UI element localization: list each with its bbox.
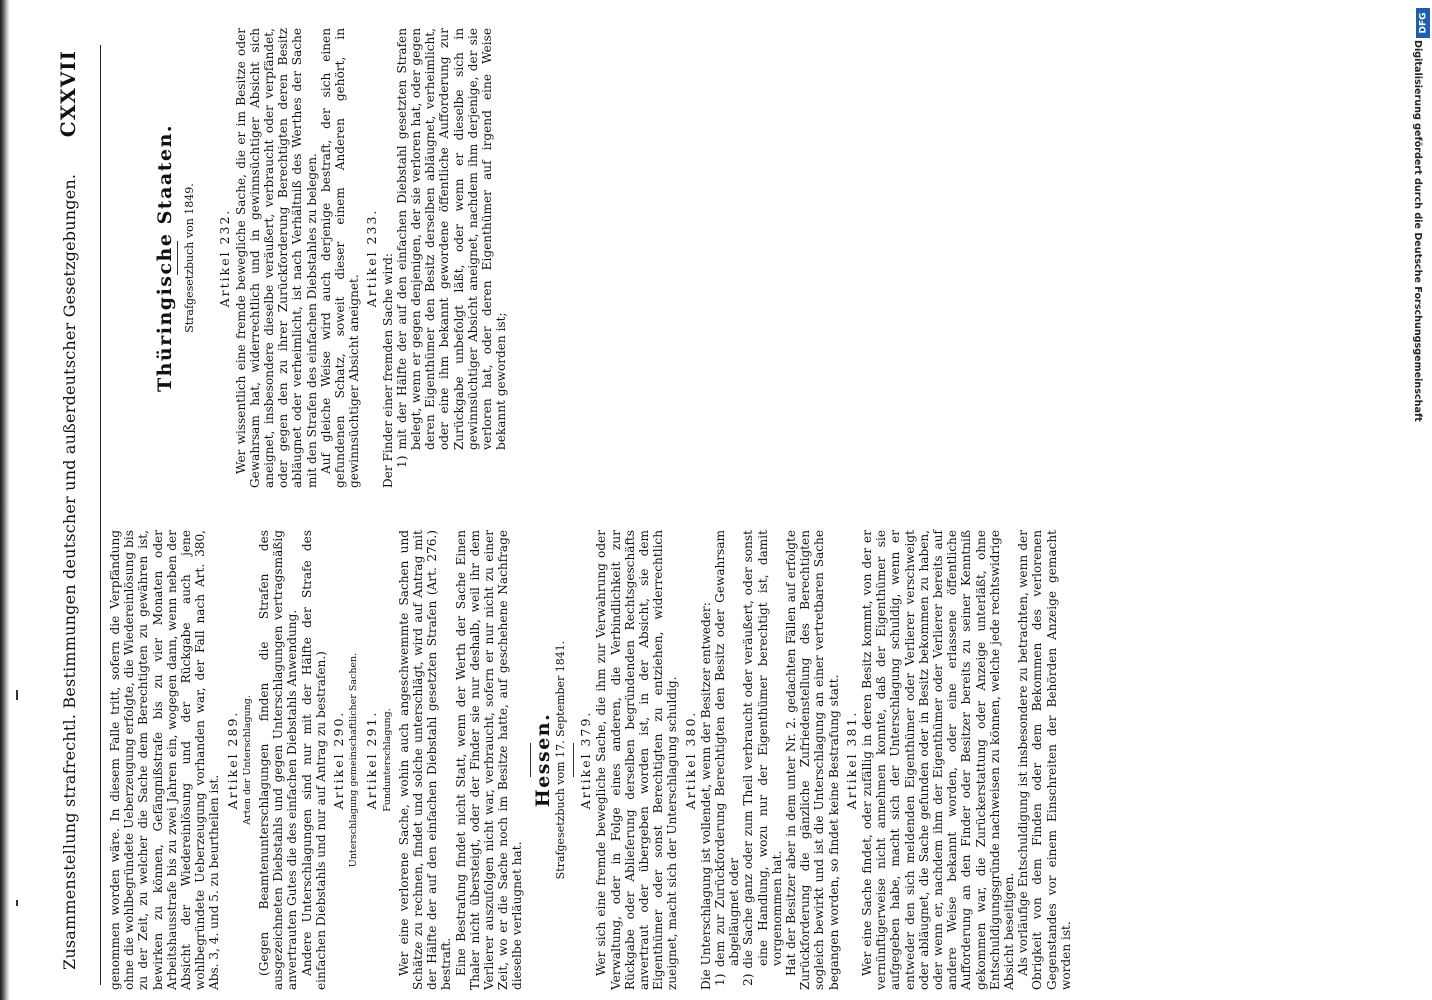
header-rule — [100, 45, 101, 985]
article-heading: Artikel 232. — [217, 208, 233, 308]
running-title: Zusammenstellung strafrechtl. Bestimmungen deutscher und außerdeutscher Gesetzgebungen. — [60, 173, 79, 970]
article-heading: Artikel 380. — [682, 710, 698, 810]
paragraph: Hat der Besitzer aber in dem unter Nr. 2. gedachten Fällen auf erfolgte Zurückforderung die gänzliche Zufriedenstellung des Berechtigten sogleich bewirkt und ist die Unterschlagung an einer vertretbaren Sache begangen worden, so findet keine Bestrafung statt. — [783, 530, 841, 990]
article-subheading: Unterschlagung gemeinschaftlicher Sachen. — [348, 652, 360, 868]
article-subheading: Fundunterschlagung. — [381, 708, 393, 812]
funding-note-text: Digitalisierung gefördert durch die Deutsche Forschungsgemeinschaft — [1412, 40, 1423, 422]
left-column — [108, 530, 1073, 990]
list-item: 1) mit der Hälfte der auf den einfachen Diebstahl gesetzten Strafen belegt, wenn er gegen denjenigen, der sie verloren hat, oder gegen deren Eigenthümer den Besitz derselben abläugnet, verheimlicht, oder eine ihm bekannt gewordene öffentliche Aufforderung zur Zurückgabe unbefolgt läßt, oder wenn er dieselbe sich in gewinnsüchtiger Absicht aneignet, nachdem ihm derjenige, der sie verloren hat, oder deren Eigenthümer auf irgend eine Weise bekannt geworden ist; — [394, 28, 509, 468]
separator-rule — [573, 743, 574, 777]
paragraph: Wer sich eine fremde bewegliche Sache, die ihm zur Verwahrung oder Verwaltung, oder in Folge eines anderen, die Verbindlichkeit zur Rückgabe oder Ablieferung derselben begründenden Rechtsgeschäfts anvertraut oder übergeben worden ist, in der Absicht, sie dem Eigenthümer oder sonst Berechtigten zu entziehen, widerrechtlich zueignet, macht sich der Unterschlagung schuldig. — [594, 530, 680, 990]
paragraph: Als vorläufige Entschuldigung ist insbesondere zu betrachten, wenn der Obrigkeit von dem Finden oder dem Bekommen des verlorenen Gegenstandes vor einem Einschreiten der Behörden Anzeige gemacht worden ist. — [1016, 530, 1073, 990]
paragraph: Wer wissentlich eine fremde bewegliche Sache, die er im Besitze oder Gewahrsam hat, widerrechtlich und in gewinnsüchtiger Absicht sich aneignet, insbesondere dieselbe veräußert, verbraucht oder verpfändet, oder gegen den zu ihrer Zurückforderung Berechtigten deren Besitz abläugnet oder verheimlicht, ist nach Verhältniß des Werthes der Sache mit den Strafen des einfachen Diebstahles zu belegen. — [233, 28, 319, 488]
dfg-logo-text: DFG — [1418, 12, 1429, 34]
right-column — [108, 28, 508, 488]
page-number: CXXVII — [56, 50, 80, 138]
paragraph: Andere Unterschlagungen sind nur mit der Hälfte der Strafe des einfachen Diebstahls und nur auf Antrag zu bestrafen.) — [299, 530, 328, 990]
article-heading: Artikel 379. — [578, 710, 594, 810]
separator-rule — [530, 743, 531, 777]
state-subheading: Strafgesetzbuch von 1849. — [183, 183, 197, 333]
article-heading: Artikel 233. — [364, 208, 380, 308]
article-heading: Artikel 289. — [224, 710, 240, 810]
paragraph: Eine Bestrafung findet nicht Statt, wenn der Werth der Sache Einen Thaler nicht übersteigt, oder der Finder sie nur deshalb, weil ihr dem Verlierer auszufolgen nicht war, verbraucht, sofern er nur nicht zu einer Zeit, wo er die Sache noch im Besitze hatte, auf geschehene Nachfrage dieselbe verläugnet hat. — [453, 530, 525, 990]
dfg-logo-icon — [1416, 8, 1430, 38]
state-heading: Thüringische Staaten. — [154, 124, 176, 393]
paragraph: Auf gleiche Weise wird auch derjenige bestraft, der sich einen gefundenen Schatz, soweit dieser einem Anderen gehört, in gewinnsüchtiger Absicht aneignet. — [318, 28, 362, 488]
article-heading: Artikel 290. — [331, 710, 347, 810]
paragraph: Die Unterschlagung ist vollendet, wenn der Besitzer entweder: — [698, 602, 713, 990]
paragraph: Wer eine Sache findet, oder zufällig in deren Besitz kommt, von der er vernünftigerweise nicht annehmen konnte, daß der Eigenthümer sie aufgegeben habe, macht sich der Unterschlagung schuldig, wenn er entweder den sich meldenden Eigenthümer oder Verlierer verschweigt oder abläugnet, die Sache gefunden oder in Besitz bekommen zu haben, oder wenn er, nachdem ihm der Eigenthümer oder Verlierer bereits auf andere Weise bekannt worden, oder eine erlassene öffentliche Aufforderung an den Finder oder Besitzer bereits zu seiner Kenntniß gekommen war, die Zurückerstattung oder Anzeige unterläßt, ohne Entschuldigungsgründe nachweisen zu können, welche jede rechtswidrige Absicht beseitigen. — [859, 530, 1016, 990]
state-heading: Hessen. — [531, 712, 554, 808]
list-item: 1) dem zur Zurückforderung Berechtigten den Besitz oder Gewahrsam abgeläugnet oder — [712, 530, 742, 986]
paragraph: genommen worden wäre. In diesem Falle tritt, sofern die Verpfändung ohne die wohlbegründete Ueberzeugung erfolgte, die Wiedereinlösung bis zu der Zeit, zu welcher die Sache dem Berechtigten zu gewähren ist, bewirken zu können, Gefängnißstrafe bis zu vier Monaten oder Arbeitshausstrafe bis zu zwei Jahren ein, wogegen dann, wenn neben der Absicht der Wiedereinlösung und der Rückgabe auch jene wohlbegründete Ueberzeugung vorhanden war, der Fall nach Art. 380, Abs. 3, 4. und 5. zu beurtheilen ist. — [108, 530, 222, 990]
paragraph: (Gegen Beamtenunterschlagungen finden die Strafen des ausgezeichneten Diebstahls und gegen Unterschlagungen vertragsmäßig anvertrauten Gutes die des einfachen Diebstahls Anwendung. — [257, 530, 300, 990]
state-subheading: Strafgesetzbuch vom 17. September 1841. — [553, 640, 567, 880]
paragraph: Der Finder einer fremden Sache wird: — [380, 253, 395, 488]
article-subheading: Arten der Unterschlagung. — [241, 695, 253, 825]
article-heading: Artikel 291. — [364, 710, 380, 810]
list-item: 2) die Sache ganz oder zum Theil verbraucht oder veräußert, oder sonst eine Handlung, wozu nur der Eigenthümer berechtigt ist, damit vorgenommen hat. — [741, 530, 784, 986]
article-heading: Artikel 381. — [843, 710, 859, 810]
paragraph: Wer eine verlorene Sache, wohin auch angeschwemmte Sachen und Schätze zu rechnen, findet und solche unterschlägt, wird auf Antrag mit der Hälfte der auf den einfachen Diebstahl gesetzten Strafen (Art. 276.) bestraft. — [396, 530, 454, 990]
separator-rule — [177, 241, 178, 275]
page-header — [56, 50, 100, 970]
